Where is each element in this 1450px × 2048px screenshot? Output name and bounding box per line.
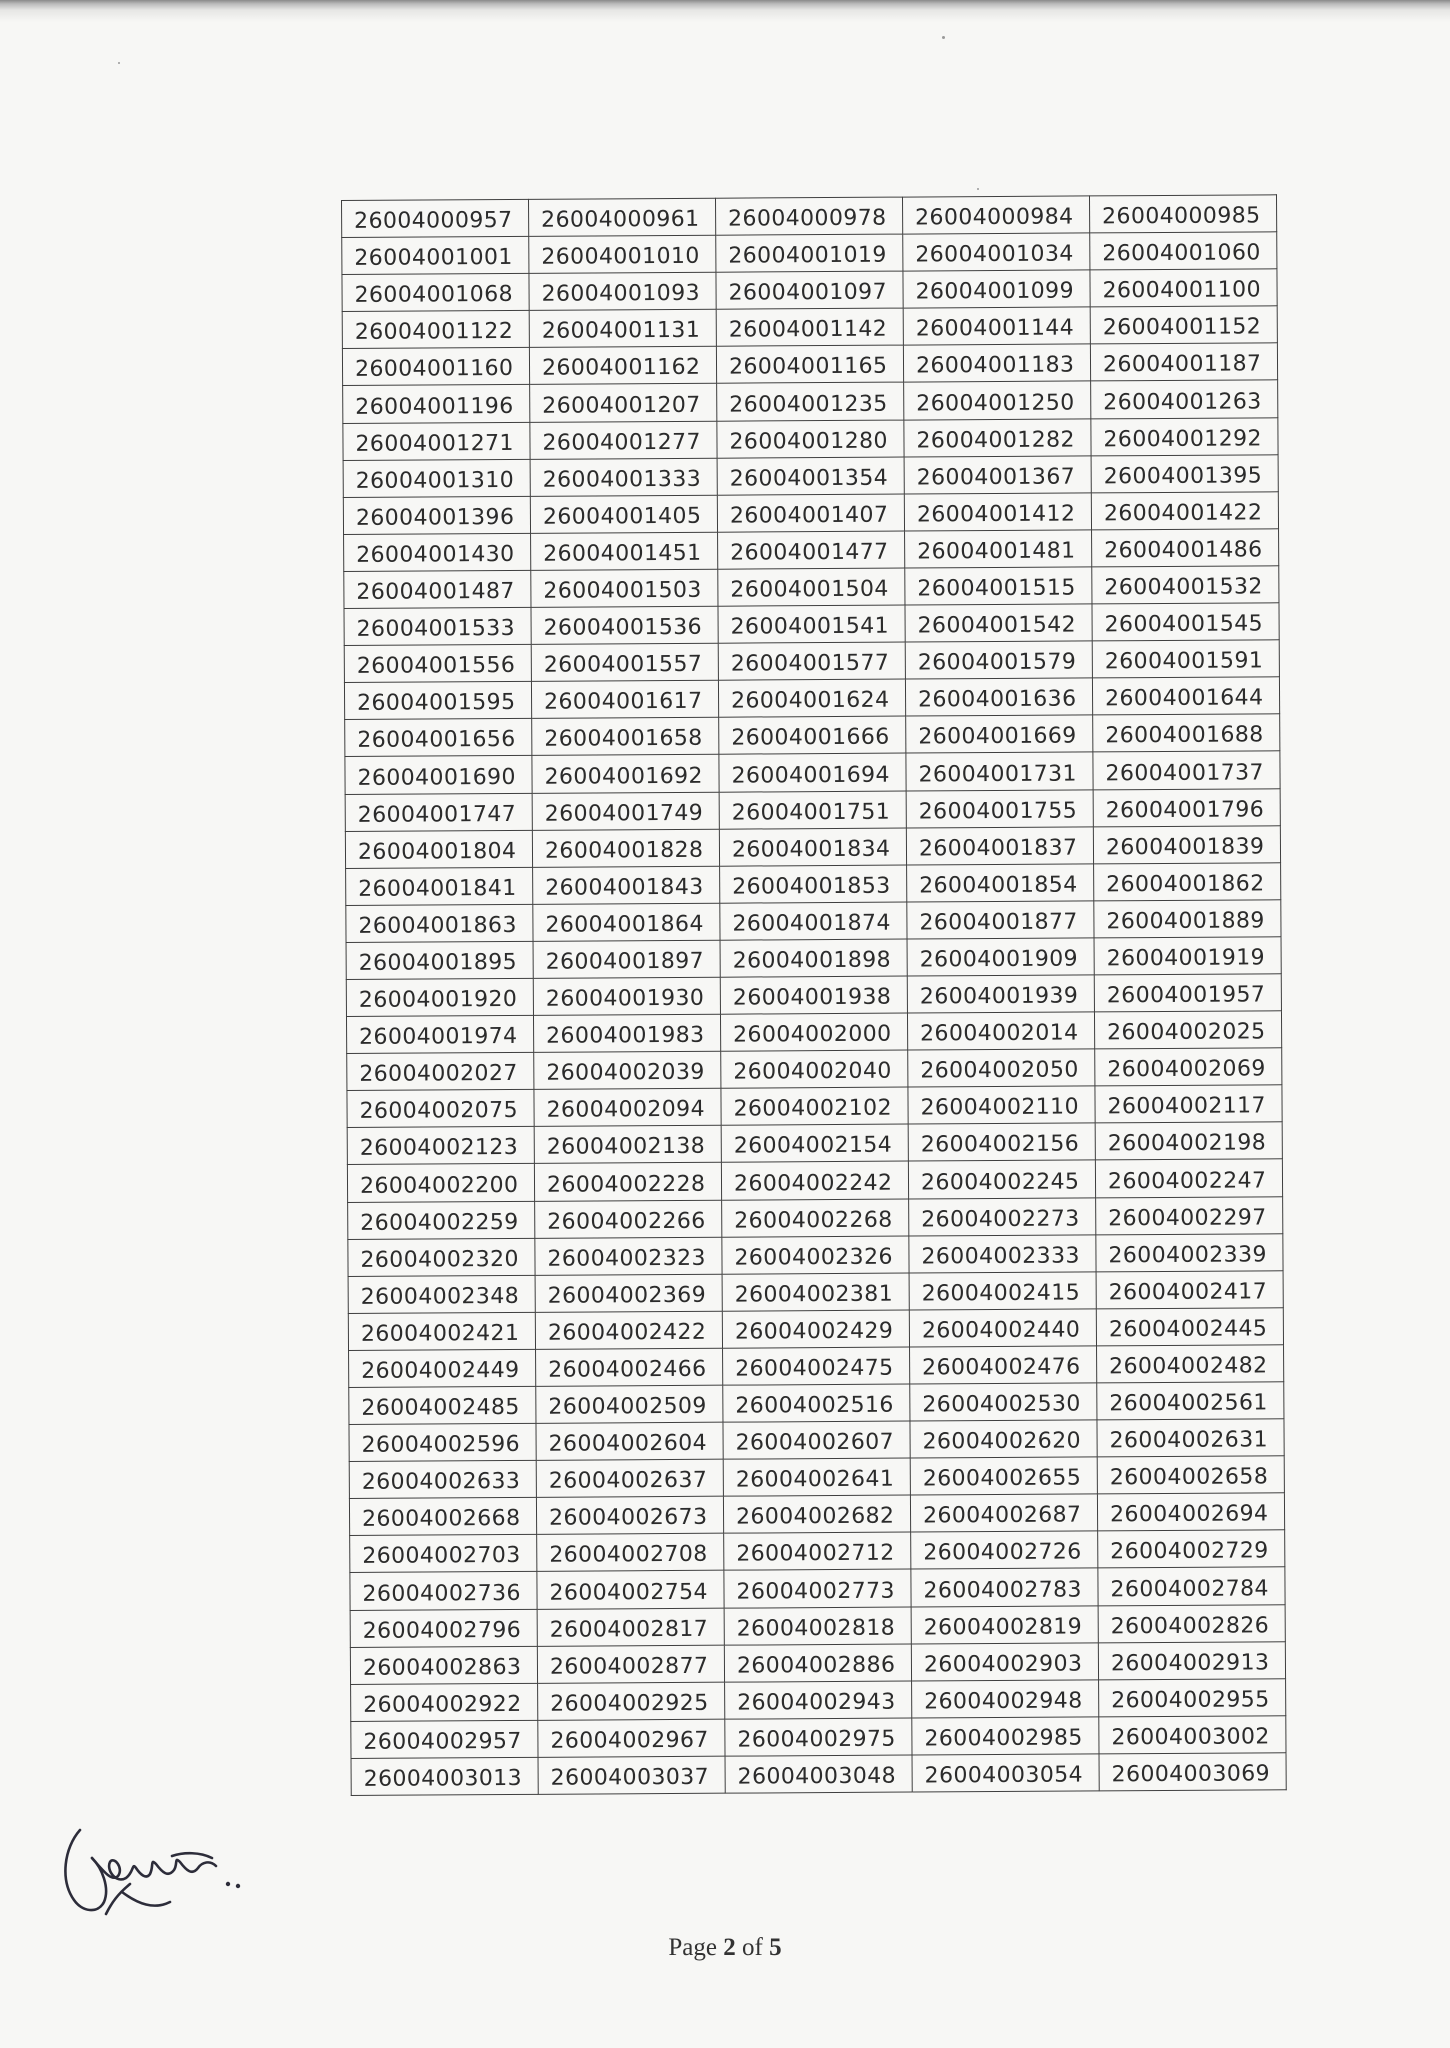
roll-number-cell: 26004002102: [721, 1087, 908, 1125]
roll-number-cell: 26004001407: [717, 494, 904, 532]
roll-number-cell: 26004002631: [1097, 1419, 1284, 1457]
roll-number-cell: 26004001515: [905, 567, 1092, 605]
roll-number-cell: 26004002826: [1098, 1604, 1285, 1642]
roll-number-cell: 26004001396: [343, 496, 530, 534]
roll-number-cell: 26004002530: [910, 1383, 1097, 1421]
table-row: [349, 1345, 1284, 1388]
roll-number-cell: 26004001282: [904, 418, 1091, 456]
table-row: [348, 1233, 1283, 1276]
roll-number-cell: 26004002025: [1094, 1011, 1281, 1049]
roll-number-cell: 26004003013: [351, 1757, 538, 1795]
roll-number-cell: 26004001666: [719, 716, 906, 754]
roll-number-cell: 26004001556: [344, 644, 531, 682]
roll-number-cell: 26004000985: [1089, 195, 1276, 233]
roll-number-cell: 26004002658: [1097, 1456, 1284, 1494]
roll-number-cell: 26004001656: [345, 719, 532, 757]
roll-number-cell: 26004001837: [906, 827, 1093, 865]
roll-number-cell: 26004002273: [909, 1197, 1096, 1235]
table-row: [345, 825, 1280, 868]
roll-number-cell: 26004001422: [1091, 492, 1278, 530]
roll-number-cell: 26004002440: [909, 1309, 1096, 1347]
roll-number-cell: 26004002466: [536, 1348, 723, 1386]
roll-number-cell: 26004001557: [531, 643, 718, 681]
roll-number-cell: 26004002736: [350, 1572, 537, 1610]
roll-number-cell: 26004002913: [1098, 1641, 1285, 1679]
roll-number-cell: 26004001477: [718, 531, 905, 569]
roll-number-cell: 26004001839: [1093, 825, 1280, 863]
table-row: [343, 380, 1278, 423]
scan-speck: [118, 62, 120, 64]
page-label: Page: [668, 1934, 724, 1961]
roll-number-cell: 26004002094: [534, 1088, 721, 1126]
roll-number-cell: 26004001405: [530, 495, 717, 533]
roll-number-cell: 26004002138: [534, 1126, 721, 1164]
roll-number-cell: 26004001749: [532, 792, 719, 830]
roll-number-cell: 26004001595: [344, 682, 531, 720]
roll-number-cell: 26004001755: [906, 789, 1093, 827]
roll-number-cell: 26004001068: [342, 274, 529, 312]
roll-number-cell: 26004001160: [342, 348, 529, 386]
scan-speck: [977, 188, 979, 190]
roll-number-cell: 26004001690: [345, 756, 532, 794]
roll-number-cell: 26004002259: [348, 1201, 535, 1239]
roll-number-cell: 26004002485: [349, 1386, 536, 1424]
roll-number-cell: 26004002886: [724, 1644, 911, 1682]
roll-number-cell: 26004002655: [910, 1457, 1097, 1495]
roll-number-cell: 26004002242: [721, 1161, 908, 1199]
roll-number-cell: 26004002429: [722, 1310, 909, 1348]
table-row: [346, 862, 1281, 905]
roll-number-cell: 26004002445: [1096, 1308, 1283, 1346]
roll-number-cell: 26004001909: [907, 938, 1094, 976]
roll-number-cell: 26004002922: [351, 1683, 538, 1721]
roll-number-cell: 26004001694: [719, 753, 906, 791]
roll-number-cell: 26004002245: [908, 1160, 1095, 1198]
roll-number-cell: 26004002268: [722, 1199, 909, 1237]
roll-number-cell: 26004001863: [346, 904, 533, 942]
roll-number-cell: 26004001737: [1093, 751, 1280, 789]
roll-number-cell: 26004001938: [720, 976, 907, 1014]
roll-number-cell: 26004001271: [343, 422, 530, 460]
roll-number-cell: 26004002668: [349, 1498, 536, 1536]
roll-number-cell: 26004001060: [1090, 232, 1277, 270]
roll-number-cell: 26004002903: [911, 1643, 1098, 1681]
roll-number-cell: 26004001898: [720, 939, 907, 977]
roll-number-cell: 26004001196: [343, 385, 530, 423]
roll-number-cell: 26004002040: [721, 1050, 908, 1088]
table-row: [344, 566, 1279, 609]
roll-number-cell: 26004002975: [725, 1718, 912, 1756]
roll-number-cell: 26004001957: [1094, 974, 1281, 1012]
roll-number-cell: 26004001874: [720, 902, 907, 940]
roll-number-cell: 26004002708: [537, 1534, 724, 1572]
page-footer: [0, 1934, 1450, 1962]
roll-number-cell: 26004001504: [718, 568, 905, 606]
table-row: [342, 269, 1277, 312]
roll-number-cell: 26004001636: [905, 678, 1092, 716]
handwritten-signature: [52, 1818, 262, 1930]
roll-number-cell: 26004001451: [531, 532, 718, 570]
roll-number-cell: 26004001280: [717, 420, 904, 458]
roll-number-cell: 26004001277: [530, 421, 717, 459]
roll-number-cell: 26004001889: [1094, 900, 1281, 938]
roll-number-cell: 26004001804: [345, 830, 532, 868]
roll-number-cell: 26004001430: [344, 533, 531, 571]
roll-number-cell: 26004001541: [718, 605, 905, 643]
roll-number-cell: 26004001131: [529, 309, 716, 347]
roll-number-cell: 26004002687: [910, 1494, 1097, 1532]
roll-number-cell: 26004001579: [905, 641, 1092, 679]
roll-number-cell: 26004002673: [536, 1496, 723, 1534]
scan-speck: [942, 36, 945, 39]
roll-number-cell: 26004002955: [1099, 1679, 1286, 1717]
roll-number-cell: 26004003069: [1099, 1753, 1286, 1791]
table-row: [350, 1530, 1285, 1573]
roll-number-cell: 26004001183: [903, 344, 1090, 382]
roll-number-cell: 26004001142: [716, 308, 903, 346]
roll-number-cell: 26004001854: [907, 864, 1094, 902]
roll-number-cell: 26004000961: [528, 198, 715, 236]
table-row: [342, 343, 1277, 386]
table-row: [344, 603, 1279, 646]
roll-number-cell: 26004001367: [904, 456, 1091, 494]
table-row: [344, 529, 1279, 572]
roll-number-cell: 26004002516: [723, 1384, 910, 1422]
roll-number-cell: 26004001864: [533, 903, 720, 941]
roll-number-cell: 26004002863: [350, 1646, 537, 1684]
roll-number-cell: 26004002817: [537, 1608, 724, 1646]
table-row: [344, 640, 1279, 683]
roll-number-cell: 26004002156: [908, 1123, 1095, 1161]
roll-number-cell: 26004001591: [1092, 640, 1279, 678]
roll-number-cell: 26004002641: [723, 1458, 910, 1496]
roll-number-cell: 26004002925: [538, 1682, 725, 1720]
roll-number-cell: 26004002200: [347, 1164, 534, 1202]
roll-number-cell: 26004001919: [1094, 937, 1281, 975]
roll-number-cell: 26004001097: [716, 271, 903, 309]
roll-number-cell: 26004002943: [725, 1681, 912, 1719]
roll-number-cell: 26004001333: [530, 458, 717, 496]
roll-number-cell: 26004001545: [1092, 603, 1279, 641]
roll-number-cell: 26004002818: [724, 1607, 911, 1645]
roll-number-cell: 26004002948: [912, 1680, 1099, 1718]
roll-number-cell: 26004001920: [346, 978, 533, 1016]
roll-number-cell: 26004002323: [535, 1237, 722, 1275]
roll-number-cell: 26004003037: [538, 1756, 725, 1794]
roll-number-cell: 26004002266: [535, 1200, 722, 1238]
roll-number-cell: 26004002633: [349, 1461, 536, 1499]
roll-number-cell: 26004001263: [1091, 380, 1278, 418]
roll-number-cell: 26004001617: [531, 680, 718, 718]
roll-number-cell: 26004001974: [346, 1015, 533, 1053]
roll-number-cell: 26004000978: [715, 197, 902, 235]
roll-number-cell: 26004002694: [1097, 1493, 1284, 1531]
roll-number-cell: 26004001862: [1094, 862, 1281, 900]
roll-number-cell: 26004002561: [1097, 1382, 1284, 1420]
roll-number-cell: 26004002726: [911, 1531, 1098, 1569]
table-row: [351, 1716, 1286, 1759]
roll-number-cell: 26004002712: [724, 1532, 911, 1570]
roll-number-cell: 26004002783: [911, 1568, 1098, 1606]
roll-number-cell: 26004002123: [347, 1127, 534, 1165]
roll-number-cell: 26004002075: [347, 1090, 534, 1128]
table-row: [347, 1048, 1282, 1091]
table-row: [349, 1419, 1284, 1462]
current-page-number: 2: [723, 1934, 736, 1961]
table-row: [348, 1308, 1283, 1351]
roll-number-cell: 26004002682: [723, 1495, 910, 1533]
roll-number-cell: 26004001395: [1091, 454, 1278, 492]
table-row: [349, 1456, 1284, 1499]
roll-number-cell: 26004001895: [346, 941, 533, 979]
roll-number-cell: 26004002381: [722, 1273, 909, 1311]
roll-number-cell: 26004002773: [724, 1570, 911, 1608]
table-row: [349, 1382, 1284, 1425]
roll-number-cell: 26004001010: [529, 235, 716, 273]
roll-number-cell: 26004002985: [912, 1717, 1099, 1755]
table-row: [347, 1159, 1282, 1202]
roll-number-cell: 26004002819: [911, 1605, 1098, 1643]
table-row: [342, 232, 1277, 275]
table-row: [345, 788, 1280, 831]
roll-number-cell: 26004002422: [535, 1311, 722, 1349]
roll-number-cell: 26004002449: [349, 1349, 536, 1387]
roll-number-cell: 26004001001: [342, 236, 529, 274]
roll-number-cell: 26004002482: [1097, 1345, 1284, 1383]
roll-number-cell: 26004001536: [531, 606, 718, 644]
roll-number-cell: 26004001486: [1092, 529, 1279, 567]
roll-number-cell: 26004002877: [537, 1645, 724, 1683]
roll-number-cell: 26004001165: [716, 345, 903, 383]
roll-number-cell: 26004002320: [348, 1238, 535, 1276]
table-row: [351, 1679, 1286, 1722]
table-row: [342, 306, 1277, 349]
roll-number-cell: 26004002228: [534, 1163, 721, 1201]
roll-number-cell: 26004003002: [1099, 1716, 1286, 1754]
table-row: [351, 1753, 1286, 1796]
roll-number-cell: 26004001897: [533, 940, 720, 978]
table-row: [346, 974, 1281, 1017]
table-row: [350, 1604, 1285, 1647]
roll-number-cell: 26004001542: [905, 604, 1092, 642]
roll-number-cell: 26004001644: [1092, 677, 1279, 715]
roll-number-cell: 26004001841: [346, 867, 533, 905]
roll-number-cell: 26004002596: [349, 1423, 536, 1461]
total-pages-number: 5: [769, 1934, 782, 1961]
roll-number-cell: 26004001235: [717, 383, 904, 421]
scan-edge-shadow: [0, 0, 1450, 22]
roll-number-cell: 26004002421: [348, 1312, 535, 1350]
roll-number-cell: 26004002297: [1096, 1196, 1283, 1234]
table-row: [345, 714, 1280, 757]
roll-number-cell: 26004002476: [910, 1346, 1097, 1384]
roll-number-cell: 26004001250: [904, 381, 1091, 419]
roll-number-cell: 26004002509: [536, 1385, 723, 1423]
roll-number-cell: 26004001310: [343, 459, 530, 497]
page-of-label: of: [735, 1934, 770, 1961]
roll-number-cell: 26004002475: [723, 1347, 910, 1385]
roll-number-cell: 26004001658: [532, 718, 719, 756]
roll-number-cell: 26004002154: [721, 1124, 908, 1162]
roll-number-cell: 26004002754: [537, 1571, 724, 1609]
roll-number-cell: 26004002417: [1096, 1270, 1283, 1308]
roll-number-cell: 26004001983: [533, 1014, 720, 1052]
table-row: [349, 1493, 1284, 1536]
table-row: [346, 937, 1281, 980]
roll-number-cell: 26004001853: [720, 865, 907, 903]
table-row: [343, 454, 1278, 497]
roll-number-cell: 26004002415: [909, 1272, 1096, 1310]
roll-number-cell: 26004001796: [1093, 788, 1280, 826]
roll-number-cell: 26004002607: [723, 1421, 910, 1459]
roll-number-cell: 26004002620: [910, 1420, 1097, 1458]
roll-number-cell: 26004001354: [717, 457, 904, 495]
roll-number-cell: 26004001207: [530, 384, 717, 422]
roll-number-cell: 26004001412: [904, 493, 1091, 531]
roll-number-cell: 26004001751: [719, 791, 906, 829]
roll-number-cell: 26004002729: [1098, 1530, 1285, 1568]
roll-number-cell: 26004001100: [1090, 269, 1277, 307]
roll-number-cell: 26004002604: [536, 1422, 723, 1460]
roll-number-cell: 26004002027: [347, 1052, 534, 1090]
roll-number-cell: 26004001532: [1092, 566, 1279, 604]
roll-number-cell: 26004001019: [716, 234, 903, 272]
roll-number-cell: 26004001669: [906, 715, 1093, 753]
roll-number-table-body: [342, 195, 1287, 1796]
roll-number-cell: 26004002050: [908, 1049, 1095, 1087]
roll-number-cell: 26004001093: [529, 272, 716, 310]
roll-number-cell: 26004001939: [907, 975, 1094, 1013]
roll-number-cell: 26004001828: [532, 829, 719, 867]
roll-number-cell: 26004002069: [1095, 1048, 1282, 1086]
table-row: [348, 1196, 1283, 1239]
roll-number-cell: 26004001843: [533, 866, 720, 904]
roll-number-cell: 26004001503: [531, 569, 718, 607]
roll-number-cell: 26004002369: [535, 1274, 722, 1312]
roll-number-cell: 26004001162: [529, 347, 716, 385]
roll-number-cell: 26004001481: [905, 530, 1092, 568]
roll-number-cell: 26004001099: [903, 270, 1090, 308]
roll-number-cell: 26004002326: [722, 1236, 909, 1274]
roll-number-cell: 26004002796: [350, 1609, 537, 1647]
roll-number-cell: 26004000957: [342, 199, 529, 237]
table-row: [342, 195, 1277, 238]
roll-number-cell: 26004002967: [538, 1719, 725, 1757]
roll-number-table: [341, 194, 1287, 1796]
table-row: [347, 1085, 1282, 1128]
roll-number-cell: 26004001487: [344, 570, 531, 608]
roll-number-cell: 26004001187: [1090, 343, 1277, 381]
roll-number-cell: 26004001292: [1091, 417, 1278, 455]
roll-number-cell: 26004002198: [1095, 1122, 1282, 1160]
roll-number-cell: 26004001688: [1093, 714, 1280, 752]
roll-number-cell: 26004002348: [348, 1275, 535, 1313]
table-row: [344, 677, 1279, 720]
table-row: [350, 1567, 1285, 1610]
roll-number-cell: 26004002339: [1096, 1233, 1283, 1271]
table-row: [347, 1122, 1282, 1165]
roll-number-cell: 26004001877: [907, 901, 1094, 939]
roll-number-cell: 26004002703: [350, 1535, 537, 1573]
roll-number-cell: 26004002000: [720, 1013, 907, 1051]
roll-number-cell: 26004001624: [718, 679, 905, 717]
roll-number-cell: 26004002784: [1098, 1567, 1285, 1605]
roll-number-cell: 26004002110: [908, 1086, 1095, 1124]
roll-number-cell: 26004001533: [344, 607, 531, 645]
table-row: [350, 1641, 1285, 1684]
table-row: [348, 1270, 1283, 1313]
roll-number-cell: 26004003054: [912, 1754, 1099, 1792]
roll-number-cell: 26004002637: [536, 1459, 723, 1497]
roll-number-cell: 26004001731: [906, 752, 1093, 790]
roll-number-cell: 26004000984: [902, 196, 1089, 234]
roll-number-cell: 26004001577: [718, 642, 905, 680]
roll-number-cell: 26004001692: [532, 755, 719, 793]
roll-number-cell: 26004002247: [1095, 1159, 1282, 1197]
roll-number-cell: 26004001034: [903, 233, 1090, 271]
roll-number-cell: 26004003048: [725, 1755, 912, 1793]
roll-number-cell: 26004001930: [533, 977, 720, 1015]
roll-number-cell: 26004002333: [909, 1235, 1096, 1273]
roll-number-cell: 26004001747: [345, 793, 532, 831]
table-row: [345, 751, 1280, 794]
table-row: [346, 900, 1281, 943]
roll-number-cell: 26004001152: [1090, 306, 1277, 344]
roll-number-cell: 26004002039: [534, 1051, 721, 1089]
table-row: [343, 417, 1278, 460]
roll-number-cell: 26004002957: [351, 1720, 538, 1758]
table-row: [346, 1011, 1281, 1054]
roll-number-cell: 26004002117: [1095, 1085, 1282, 1123]
table-row: [343, 492, 1278, 535]
roll-number-cell: 26004001834: [719, 828, 906, 866]
roll-number-cell: 26004002014: [907, 1012, 1094, 1050]
roll-number-cell: 26004001144: [903, 307, 1090, 345]
roll-number-cell: 26004001122: [342, 311, 529, 349]
